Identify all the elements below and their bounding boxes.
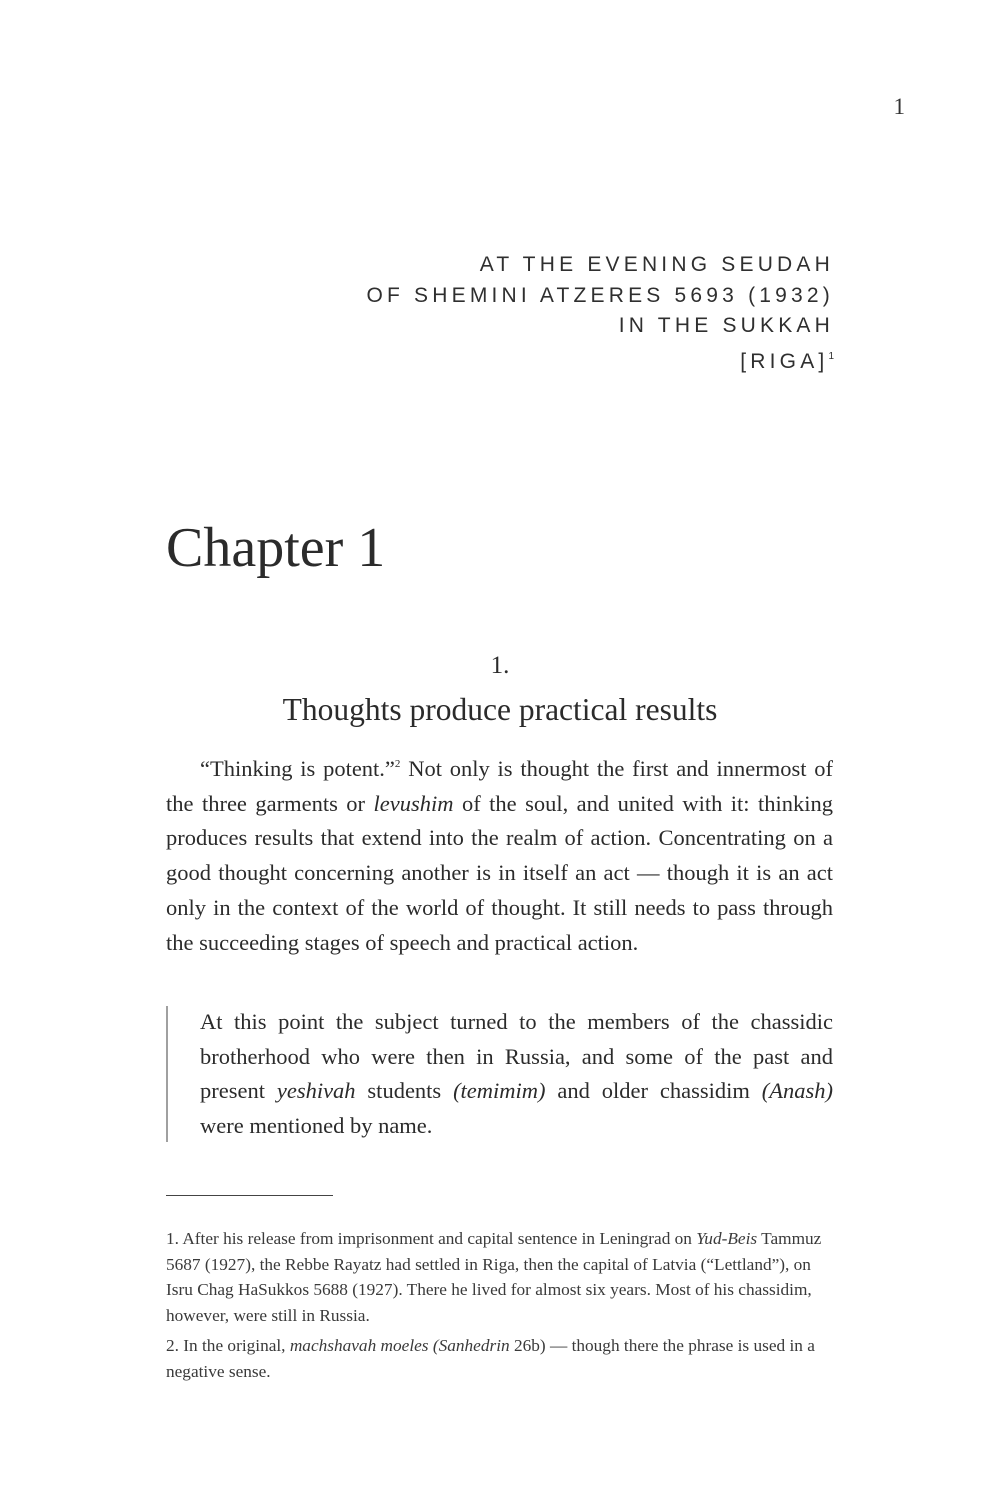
page-number: 1 (893, 94, 905, 119)
footnote-text: 2. In the original, (166, 1336, 290, 1355)
footnote-ref-1: 1 (828, 350, 834, 362)
blockquote-text-part: students (355, 1078, 454, 1104)
footnote-italic-term: machshavah moeles (Sanhedrin (289, 1336, 510, 1355)
footnote-text: Tammuz 5687 (1927), the Rebbe Rayatz had settled in Riga, then the capital of Latvia (“Lettland”), on Isru Chag HaSukkos 5688 (1927). There he lived for almost six years. Most of his chassidim, however, were still in Russia. (166, 1229, 822, 1325)
blockquote-text-part: were mentioned by name. (200, 1113, 433, 1139)
chapter-title: Chapter 1 (166, 517, 386, 579)
editorial-note-blockquote (166, 1006, 833, 1142)
blockquote-italic-term: yeshivah (276, 1078, 356, 1104)
body-paragraph (166, 752, 833, 960)
paragraph-text: of the soul, and united with it: thinking produces results that extend into the realm of action. Concentrating on a good thought concerning another is in itself an act — though it is an act only in the context of the world of thought. It still needs to pass through the succeeding stages of speech and practical action. (166, 790, 833, 955)
occasion-heading-line-4 (366, 342, 834, 378)
paragraph-text: “Thinking is potent.” (200, 756, 395, 781)
blockquote-text-part: At this point the subject turned to the members of the chassidic brotherhood who were then in Russia, and some of the past and present (200, 1009, 833, 1104)
blockquote-italic-term: (temimim) (453, 1078, 546, 1104)
blockquote-text-part: and older chassidim (545, 1078, 762, 1104)
footnote-ref-2: 2 (394, 758, 401, 770)
section-title: Thoughts produce practical results (282, 692, 718, 727)
occasion-heading-line-2: OF SHEMINI ATZERES 5693 (1932) (366, 283, 834, 307)
footnote-text: 1. After his release from imprisonment and capital sentence in Leningrad on (166, 1229, 697, 1248)
blockquote-italic-term: (Anash) (761, 1078, 833, 1104)
footnote-divider (166, 1195, 333, 1196)
footnote-italic-term: Yud-Beis (696, 1229, 758, 1248)
location-text: [RIGA] (740, 349, 829, 373)
footnote-text: 26b) — though there the phrase is used in a negative sense. (166, 1336, 815, 1381)
footnotes (166, 1226, 833, 1389)
blockquote-text (200, 1005, 833, 1144)
section-number: 1. (490, 652, 510, 679)
occasion-heading-line-1: AT THE EVENING SEUDAH (479, 253, 834, 276)
footnote-1 (166, 1226, 833, 1328)
paragraph-text: Not only is thought the first and innermost of the three garments or (166, 756, 833, 816)
paragraph-italic-term: levushim (373, 790, 454, 816)
occasion-heading (366, 250, 834, 377)
footnote-2 (166, 1333, 833, 1384)
occasion-heading-line-3: IN THE SUKKAH (618, 314, 834, 337)
